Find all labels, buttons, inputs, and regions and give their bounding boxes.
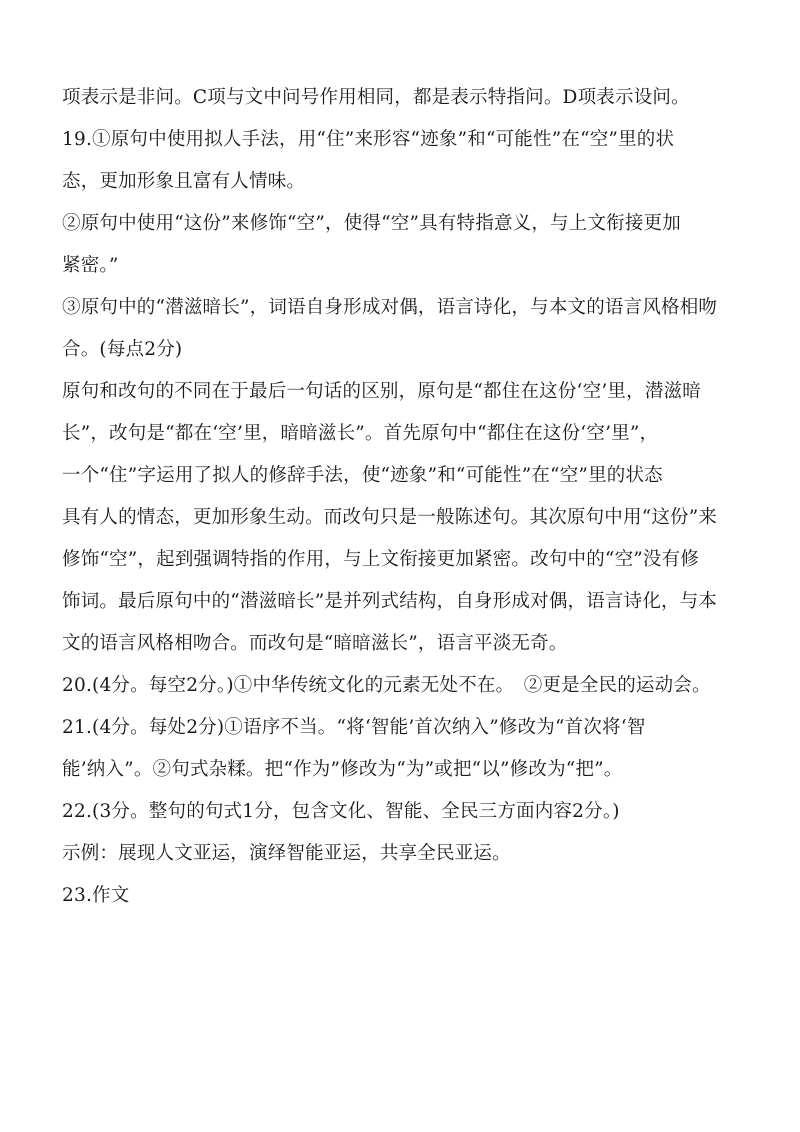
text-line: 项表示是非问。C项与文中问号作用相同，都是表示特指问。D项表示设问。 [62,87,690,108]
text-line: ③原句中的“潜滋暗长”，词语自身形成对偶，语言诗化，与本文的语言风格相吻 [62,297,718,318]
text-line: 修饰“空”，起到强调特指的作用，与上文衔接更加紧密。改句中的“空”没有修 [62,549,700,570]
text-line: 具有人的情态，更加形象生动。而改句只是一般陈述句。其次原句中用“这份”来 [62,507,718,528]
text-line: 23.作文 [62,885,130,906]
text-line: 长”，改句是“都在‘空’里，暗暗滋长”。首先原句中“都住在这份‘空’里”， [62,423,659,444]
text-line: ②原句中使用“这份”来修饰“空”，使得“空”具有特指意义，与上文衔接更加 [62,213,681,234]
text-line: 21.(4分。每处2分)①语序不当。“将‘智能’首次纳入”修改为“首次将‘智 [62,717,646,738]
text-line: 22.(3分。整句的句式1分，包含文化、智能、全民三方面内容2分。) [62,801,620,822]
text-line: 示例：展现人文亚运，演绎智能亚运，共享全民亚运。 [62,843,511,864]
text-line: 饰词。最后原句中的“潜滋暗长”是并列式结构，自身形成对偶，语言诗化，与本 [62,591,718,612]
text-line: 19.①原句中使用拟人手法，用“住”来形容“迹象”和“可能性”在“空”里的状 [62,129,675,150]
text-line: 原句和改句的不同在于最后一句话的区别，原句是“都住在这份‘空’里，潜滋暗 [62,381,701,402]
text-line: 态，更加形象且富有人情味。 [62,171,306,192]
text-line: 紧密。” [62,255,119,276]
text-line: 一个“住”字运用了拟人的修辞手法，使“迹象”和“可能性”在“空”里的状态 [62,465,663,486]
text-line: 20.(4分。每空2分。)①中华传统文化的元素无处不在。 ②更是全民的运动会。 [62,675,711,696]
text-line: 能’纳入”。②句式杂糅。把“作为”修改为“为”或把“以”修改为“把”。 [62,759,623,780]
text-line: 合。(每点2分) [62,339,183,360]
text-line: 文的语言风格相吻合。而改句是“暗暗滋长”，语言平淡无奇。 [62,633,568,654]
